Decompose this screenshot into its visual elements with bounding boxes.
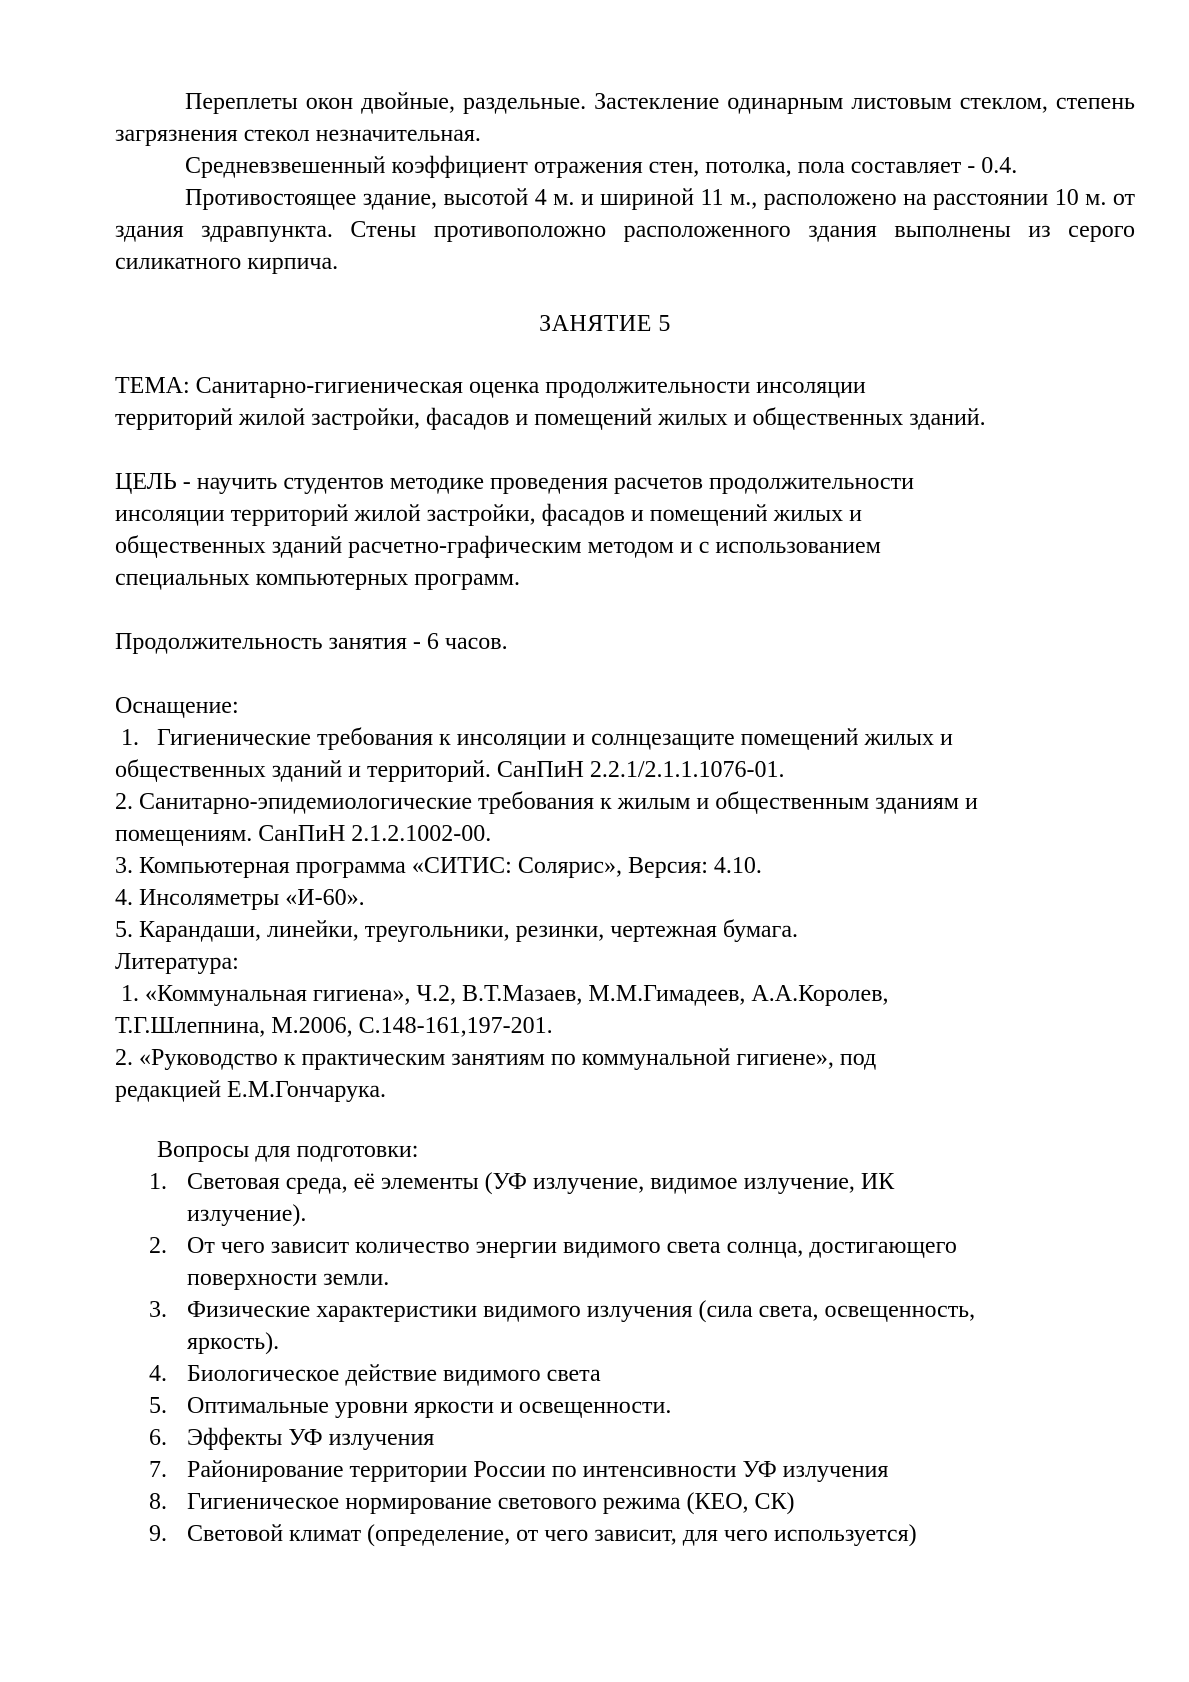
document-page bbox=[115, 86, 1135, 1550]
questions-section bbox=[115, 1134, 1135, 1550]
intro-paragraph-opposite-building: Противостоящее здание, высотой 4 м. и шириной 11 м., расположено на расстоянии 10 м. от здания здравпункта. Стены противоположно расположенного здания выполнены из серого силикатного кирпича. bbox=[115, 185, 1135, 275]
topic-line: ТЕМА: Санитарно-гигиеническая оценка продолжительности инсоляции bbox=[115, 373, 866, 399]
question-number: 7. bbox=[149, 1457, 167, 1483]
goal-line: инсоляции территорий жилой застройки, фасадов и помещений жилых и bbox=[115, 501, 863, 527]
question-item: 6. Эффекты УФ излучения bbox=[115, 1422, 1135, 1454]
intro-paragraph-windows: Переплеты окон двойные, раздельные. Застекление одинарным листовым стеклом, степень загрязнения стекол незначительная. bbox=[115, 89, 1135, 147]
question-item: 5. Оптимальные уровни яркости и освещенности. bbox=[115, 1390, 1135, 1422]
goal-line: общественных зданий расчетно-графическим методом и с использованием bbox=[115, 533, 881, 559]
question-number: 4. bbox=[149, 1361, 167, 1387]
literature-item: 1. «Коммунальная гигиена», Ч.2, В.Т.Мазаев, М.М.Гимадеев, А.А.Королев, Т.Г.Шлепнина, М.2006, С.148-161,197-201. bbox=[115, 981, 889, 1039]
question-number: 2. bbox=[149, 1233, 167, 1259]
question-item: 2. От чего зависит количество энергии видимого света солнца, достигающего поверхности земли. bbox=[115, 1230, 1135, 1294]
equipment-section bbox=[115, 690, 1135, 946]
goal-line: ЦЕЛЬ - научить студентов методике проведения расчетов продолжительности bbox=[115, 469, 914, 495]
question-number: 3. bbox=[149, 1297, 167, 1323]
equipment-item: 4. Инсоляметры «И-60». bbox=[115, 885, 365, 911]
goal-block bbox=[115, 466, 1135, 594]
question-number: 1. bbox=[149, 1169, 167, 1195]
question-item: 4. Биологическое действие видимого света bbox=[115, 1358, 1135, 1390]
question-item: 7. Районирование территории России по интенсивности УФ излучения bbox=[115, 1454, 1135, 1486]
question-number: 6. bbox=[149, 1425, 167, 1451]
equipment-item: 2. Санитарно-эпидемиологические требования к жилым и общественным зданиям и помещениям. СанПиН 2.1.2.1002-00. bbox=[115, 789, 978, 847]
literature-section bbox=[115, 946, 1135, 1106]
questions-list bbox=[115, 1166, 1135, 1550]
literature-title: Литература: bbox=[115, 949, 239, 975]
equipment-item: 1. Гигиенические требования к инсоляции и солнцезащите помещений жилых и общественных зданий и территорий. СанПиН 2.2.1/2.1.1.1076-01. bbox=[115, 725, 953, 783]
question-item: 1. Световая среда, её элементы (УФ излучение, видимое излучение, ИК излучение). bbox=[115, 1166, 1135, 1230]
question-item: 9. Световой климат (определение, от чего зависит, для чего используется) bbox=[115, 1518, 1135, 1550]
questions-title: Вопросы для подготовки: bbox=[157, 1137, 419, 1163]
equipment-title: Оснащение: bbox=[115, 693, 239, 719]
question-number: 8. bbox=[149, 1489, 167, 1515]
equipment-item: 3. Компьютерная программа «СИТИС: Солярис», Версия: 4.10. bbox=[115, 853, 762, 879]
literature-item: 2. «Руководство к практическим занятиям по коммунальной гигиене», под редакцией Е.М.Гончарука. bbox=[115, 1045, 877, 1103]
question-item: 3. Физические характеристики видимого излучения (сила света, освещенность, яркость). bbox=[115, 1294, 1135, 1358]
equipment-item: 5. Карандаши, линейки, треугольники, резинки, чертежная бумага. bbox=[115, 917, 799, 943]
topic-block bbox=[115, 370, 1135, 434]
topic-line: территорий жилой застройки, фасадов и помещений жилых и общественных зданий. bbox=[115, 405, 986, 431]
lesson-title: ЗАНЯТИЕ 5 bbox=[539, 311, 671, 337]
question-number: 5. bbox=[149, 1393, 167, 1419]
question-item: 8. Гигиеническое нормирование светового режима (КЕО, СК) bbox=[115, 1486, 1135, 1518]
duration-text: Продолжительность занятия - 6 часов. bbox=[115, 629, 508, 655]
question-number: 9. bbox=[149, 1521, 167, 1547]
intro-paragraph-reflection: Средневзвешенный коэффициент отражения стен, потолка, пола составляет - 0.4. bbox=[185, 153, 1018, 179]
goal-line: специальных компьютерных программ. bbox=[115, 565, 520, 591]
